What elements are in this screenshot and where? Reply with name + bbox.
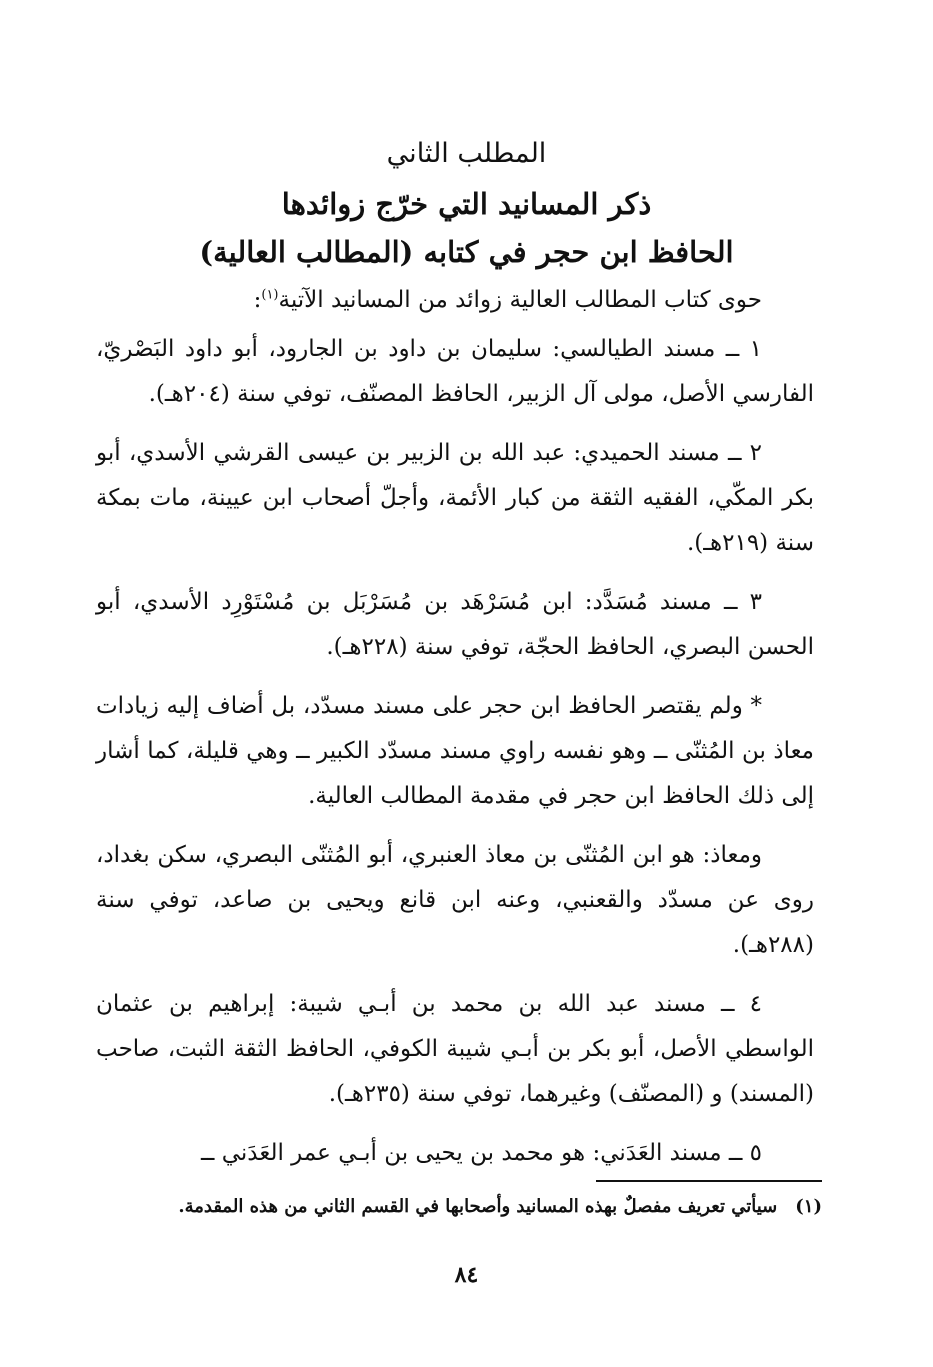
section-headings <box>0 132 933 274</box>
intro-colon: : <box>253 287 262 313</box>
intro-text: حوى كتاب المطالب العالية زوائد من المسانيد الآتية <box>278 287 762 313</box>
intro-paragraph <box>96 278 814 323</box>
paragraph-musnad-tayalisi: ١ ــ مسند الطيالسي: سليمان بن داود بن الجارود، أبو داود البَصْريّ، الفارسي الأصل، مولى آل الزبير، الحافظ المصنّف، توفي سنة (٢٠٤هـ). <box>96 336 814 407</box>
body-text <box>96 278 814 1190</box>
section-heading: المطلب الثاني <box>386 138 547 169</box>
paragraph-musnad-adani: ٥ ــ مسند العَدَني: هو محمد بن يحيى بن أبـي عمر العَدَني ــ <box>200 1140 762 1166</box>
footnote <box>96 1190 822 1224</box>
footnote-text: سيأتي تعريف مفصلٌ بهذه المسانيد وأصحابها في القسم الثاني من هذه المقدمة. <box>178 1196 778 1217</box>
page-number: ٨٤ <box>454 1262 479 1288</box>
footnote-divider <box>596 1180 822 1182</box>
paragraph-musnad-musaddad: ٣ ــ مسند مُسَدَّد: ابن مُسَرْهَد بن مُسَرْبَل بن مُسْتَوْرِد الأسدي، أبو الحسن البصري، الحافظ الحجّة، توفي سنة (٢٢٨هـ). <box>96 589 814 660</box>
paragraph-note-muadh: * ولم يقتصر الحافظ ابن حجر على مسند مسدّد، بل أضاف إليه زيادات معاذ بن المُثنّى ــ وهو نفسه راوي مسند مسدّد الكبير ــ وهي قليلة، كما أشار إلى ذلك الحافظ ابن حجر في مقدمة المطالب العالية. <box>96 693 814 809</box>
paragraph-musnad-ibn-abi-shayba: ٤ ــ مسند عبد الله بن محمد بن أبـي شيبة: إبراهيم بن عثمان الواسطي الأصل، أبو بكر بن أبـي شيبة الكوفي، الحافظ الثقة الثبت، صاحب (المسند) و (المصنّف) وغيرهما، توفي سنة (٢٣٥هـ). <box>96 991 814 1107</box>
section-title-line-2: الحافظ ابن حجر في كتابه (المطالب العالية) <box>199 235 734 269</box>
footnote-number: (١) <box>795 1196 822 1217</box>
paragraph-muadh-bio: ومعاذ: هو ابن المُثنّى بن معاذ العنبري، أبو المُثنّى البصري، سكن بغداد، روى عن مسدّد والقعنبي، وعنه ابن قانع ويحيى بن صاعد، توفي سنة (٢٨٨هـ). <box>96 842 814 958</box>
paragraph-musnad-humaydi: ٢ ــ مسند الحميدي: عبد الله بن الزبير بن عيسى القرشي الأسدي، أبو بكر المكّي، الفقيه الثقة من كبار الأئمة، وأجلّ أصحاب ابن عيينة، مات بمكة سنة (٢١٩هـ). <box>96 440 814 556</box>
footnote-ref: (١) <box>261 287 279 303</box>
section-title-line-1: ذكر المسانيد التي خرّج زوائدها <box>281 187 652 221</box>
